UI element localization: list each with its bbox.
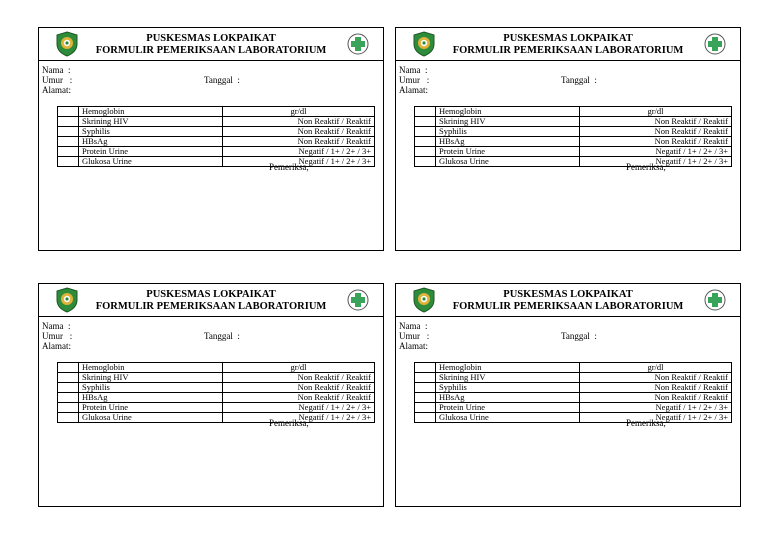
form-header: [396, 28, 740, 60]
table-row: [415, 107, 732, 117]
test-result-cell: Negatif / 1+ / 2+ / 3+: [223, 403, 375, 413]
table-row: [58, 393, 375, 403]
name-field-label: Nama :: [42, 321, 71, 331]
test-result-cell: gr/dl: [223, 107, 375, 117]
row-number-cell: [415, 127, 436, 137]
header-divider: [396, 60, 740, 61]
test-name-cell: Syphilis: [436, 127, 580, 137]
address-field-label: Alamat:: [399, 341, 428, 351]
table-row: [415, 127, 732, 137]
examiner-signature-label: Pemeriksa,: [269, 162, 309, 172]
row-number-cell: [58, 137, 79, 147]
row-number-cell: [58, 403, 79, 413]
test-name-cell: HBsAg: [436, 393, 580, 403]
test-result-cell: Negatif / 1+ / 2+ / 3+: [223, 413, 375, 423]
row-number-cell: [58, 117, 79, 127]
row-number-cell: [58, 107, 79, 117]
date-field-label: Tanggal :: [204, 75, 240, 85]
test-result-cell: Negatif / 1+ / 2+ / 3+: [223, 147, 375, 157]
test-result-cell: gr/dl: [580, 107, 732, 117]
address-field-label: Alamat:: [42, 341, 71, 351]
test-name-cell: Protein Urine: [79, 403, 223, 413]
health-cross-icon: [347, 33, 369, 55]
table-row: [58, 147, 375, 157]
table-row: [58, 413, 375, 423]
test-result-cell: Non Reaktif / Reaktif: [223, 383, 375, 393]
test-name-cell: Skrining HIV: [79, 373, 223, 383]
clinic-name: PUSKESMAS LOKPAIKAT: [503, 33, 633, 44]
date-field-label: Tanggal :: [561, 331, 597, 341]
clinic-name: PUSKESMAS LOKPAIKAT: [146, 33, 276, 44]
table-row: [415, 393, 732, 403]
test-result-cell: Negatif / 1+ / 2+ / 3+: [223, 157, 375, 167]
test-result-cell: Non Reaktif / Reaktif: [580, 137, 732, 147]
row-number-cell: [415, 383, 436, 393]
row-number-cell: [415, 137, 436, 147]
test-result-cell: Non Reaktif / Reaktif: [223, 373, 375, 383]
row-number-cell: [415, 363, 436, 373]
test-name-cell: Hemoglobin: [79, 107, 223, 117]
lab-test-table: [414, 362, 732, 423]
lab-test-table: [414, 106, 732, 167]
test-name-cell: Syphilis: [79, 127, 223, 137]
test-result-cell: Non Reaktif / Reaktif: [580, 393, 732, 403]
lab-test-table: [57, 362, 375, 423]
row-number-cell: [58, 413, 79, 423]
age-field-label: Umur :: [399, 331, 430, 341]
form-header: [396, 284, 740, 316]
test-name-cell: Hemoglobin: [79, 363, 223, 373]
examiner-signature-label: Pemeriksa,: [626, 418, 666, 428]
row-number-cell: [58, 373, 79, 383]
test-result-cell: Non Reaktif / Reaktif: [223, 137, 375, 147]
form-title: FORMULIR PEMERIKSAAN LABORATORIUM: [95, 301, 327, 312]
age-field-label: Umur :: [42, 331, 73, 341]
test-name-cell: HBsAg: [436, 137, 580, 147]
test-result-cell: Negatif / 1+ / 2+ / 3+: [580, 403, 732, 413]
test-name-cell: HBsAg: [79, 393, 223, 403]
row-number-cell: [415, 403, 436, 413]
address-field-label: Alamat:: [399, 85, 428, 95]
table-row: [415, 147, 732, 157]
row-number-cell: [415, 157, 436, 167]
test-name-cell: Glukosa Urine: [436, 413, 580, 423]
lab-form-card: [38, 27, 384, 251]
test-result-cell: Negatif / 1+ / 2+ / 3+: [580, 147, 732, 157]
table-row: [58, 117, 375, 127]
table-row: [415, 413, 732, 423]
test-name-cell: Glukosa Urine: [79, 157, 223, 167]
test-result-cell: Non Reaktif / Reaktif: [223, 393, 375, 403]
row-number-cell: [58, 157, 79, 167]
lab-test-table: [57, 106, 375, 167]
header-divider: [39, 316, 383, 317]
health-cross-icon: [347, 289, 369, 311]
table-row: [415, 137, 732, 147]
row-number-cell: [58, 363, 79, 373]
row-number-cell: [58, 127, 79, 137]
test-result-cell: Non Reaktif / Reaktif: [580, 373, 732, 383]
row-number-cell: [58, 383, 79, 393]
test-result-cell: Non Reaktif / Reaktif: [223, 127, 375, 137]
row-number-cell: [58, 147, 79, 157]
form-header: [39, 284, 383, 316]
table-row: [58, 363, 375, 373]
form-title: FORMULIR PEMERIKSAAN LABORATORIUM: [452, 301, 684, 312]
date-field-label: Tanggal :: [561, 75, 597, 85]
row-number-cell: [415, 393, 436, 403]
test-name-cell: Protein Urine: [79, 147, 223, 157]
form-header: [39, 28, 383, 60]
test-name-cell: Protein Urine: [436, 147, 580, 157]
row-number-cell: [415, 413, 436, 423]
name-field-label: Nama :: [399, 65, 428, 75]
lab-form-card: [395, 27, 741, 251]
table-row: [58, 137, 375, 147]
table-row: [58, 383, 375, 393]
table-row: [415, 373, 732, 383]
name-field-label: Nama :: [42, 65, 71, 75]
table-row: [415, 363, 732, 373]
test-name-cell: Syphilis: [79, 383, 223, 393]
health-cross-icon: [704, 33, 726, 55]
name-field-label: Nama :: [399, 321, 428, 331]
test-name-cell: Hemoglobin: [436, 363, 580, 373]
health-cross-icon: [704, 289, 726, 311]
address-field-label: Alamat:: [42, 85, 71, 95]
table-row: [58, 107, 375, 117]
test-name-cell: Glukosa Urine: [436, 157, 580, 167]
test-name-cell: Syphilis: [436, 383, 580, 393]
row-number-cell: [58, 393, 79, 403]
age-field-label: Umur :: [399, 75, 430, 85]
date-field-label: Tanggal :: [204, 331, 240, 341]
header-divider: [39, 60, 383, 61]
test-name-cell: Skrining HIV: [79, 117, 223, 127]
table-row: [58, 373, 375, 383]
table-row: [415, 157, 732, 167]
test-name-cell: Glukosa Urine: [79, 413, 223, 423]
test-result-cell: Negatif / 1+ / 2+ / 3+: [580, 413, 732, 423]
test-name-cell: Hemoglobin: [436, 107, 580, 117]
test-result-cell: Non Reaktif / Reaktif: [223, 117, 375, 127]
test-result-cell: Non Reaktif / Reaktif: [580, 383, 732, 393]
test-name-cell: Protein Urine: [436, 403, 580, 413]
table-row: [58, 403, 375, 413]
age-field-label: Umur :: [42, 75, 73, 85]
row-number-cell: [415, 117, 436, 127]
lab-form-card: [395, 283, 741, 507]
test-result-cell: Non Reaktif / Reaktif: [580, 117, 732, 127]
clinic-name: PUSKESMAS LOKPAIKAT: [503, 289, 633, 300]
test-name-cell: Skrining HIV: [436, 117, 580, 127]
header-divider: [396, 316, 740, 317]
table-row: [415, 117, 732, 127]
examiner-signature-label: Pemeriksa,: [626, 162, 666, 172]
lab-form-card: [38, 283, 384, 507]
test-result-cell: Negatif / 1+ / 2+ / 3+: [580, 157, 732, 167]
clinic-name: PUSKESMAS LOKPAIKAT: [146, 289, 276, 300]
test-result-cell: Non Reaktif / Reaktif: [580, 127, 732, 137]
table-row: [58, 127, 375, 137]
row-number-cell: [415, 373, 436, 383]
row-number-cell: [415, 147, 436, 157]
form-title: FORMULIR PEMERIKSAAN LABORATORIUM: [95, 45, 327, 56]
table-row: [58, 157, 375, 167]
table-row: [415, 383, 732, 393]
test-name-cell: Skrining HIV: [436, 373, 580, 383]
test-result-cell: gr/dl: [223, 363, 375, 373]
test-name-cell: HBsAg: [79, 137, 223, 147]
examiner-signature-label: Pemeriksa,: [269, 418, 309, 428]
row-number-cell: [415, 107, 436, 117]
test-result-cell: gr/dl: [580, 363, 732, 373]
table-row: [415, 403, 732, 413]
form-title: FORMULIR PEMERIKSAAN LABORATORIUM: [452, 45, 684, 56]
